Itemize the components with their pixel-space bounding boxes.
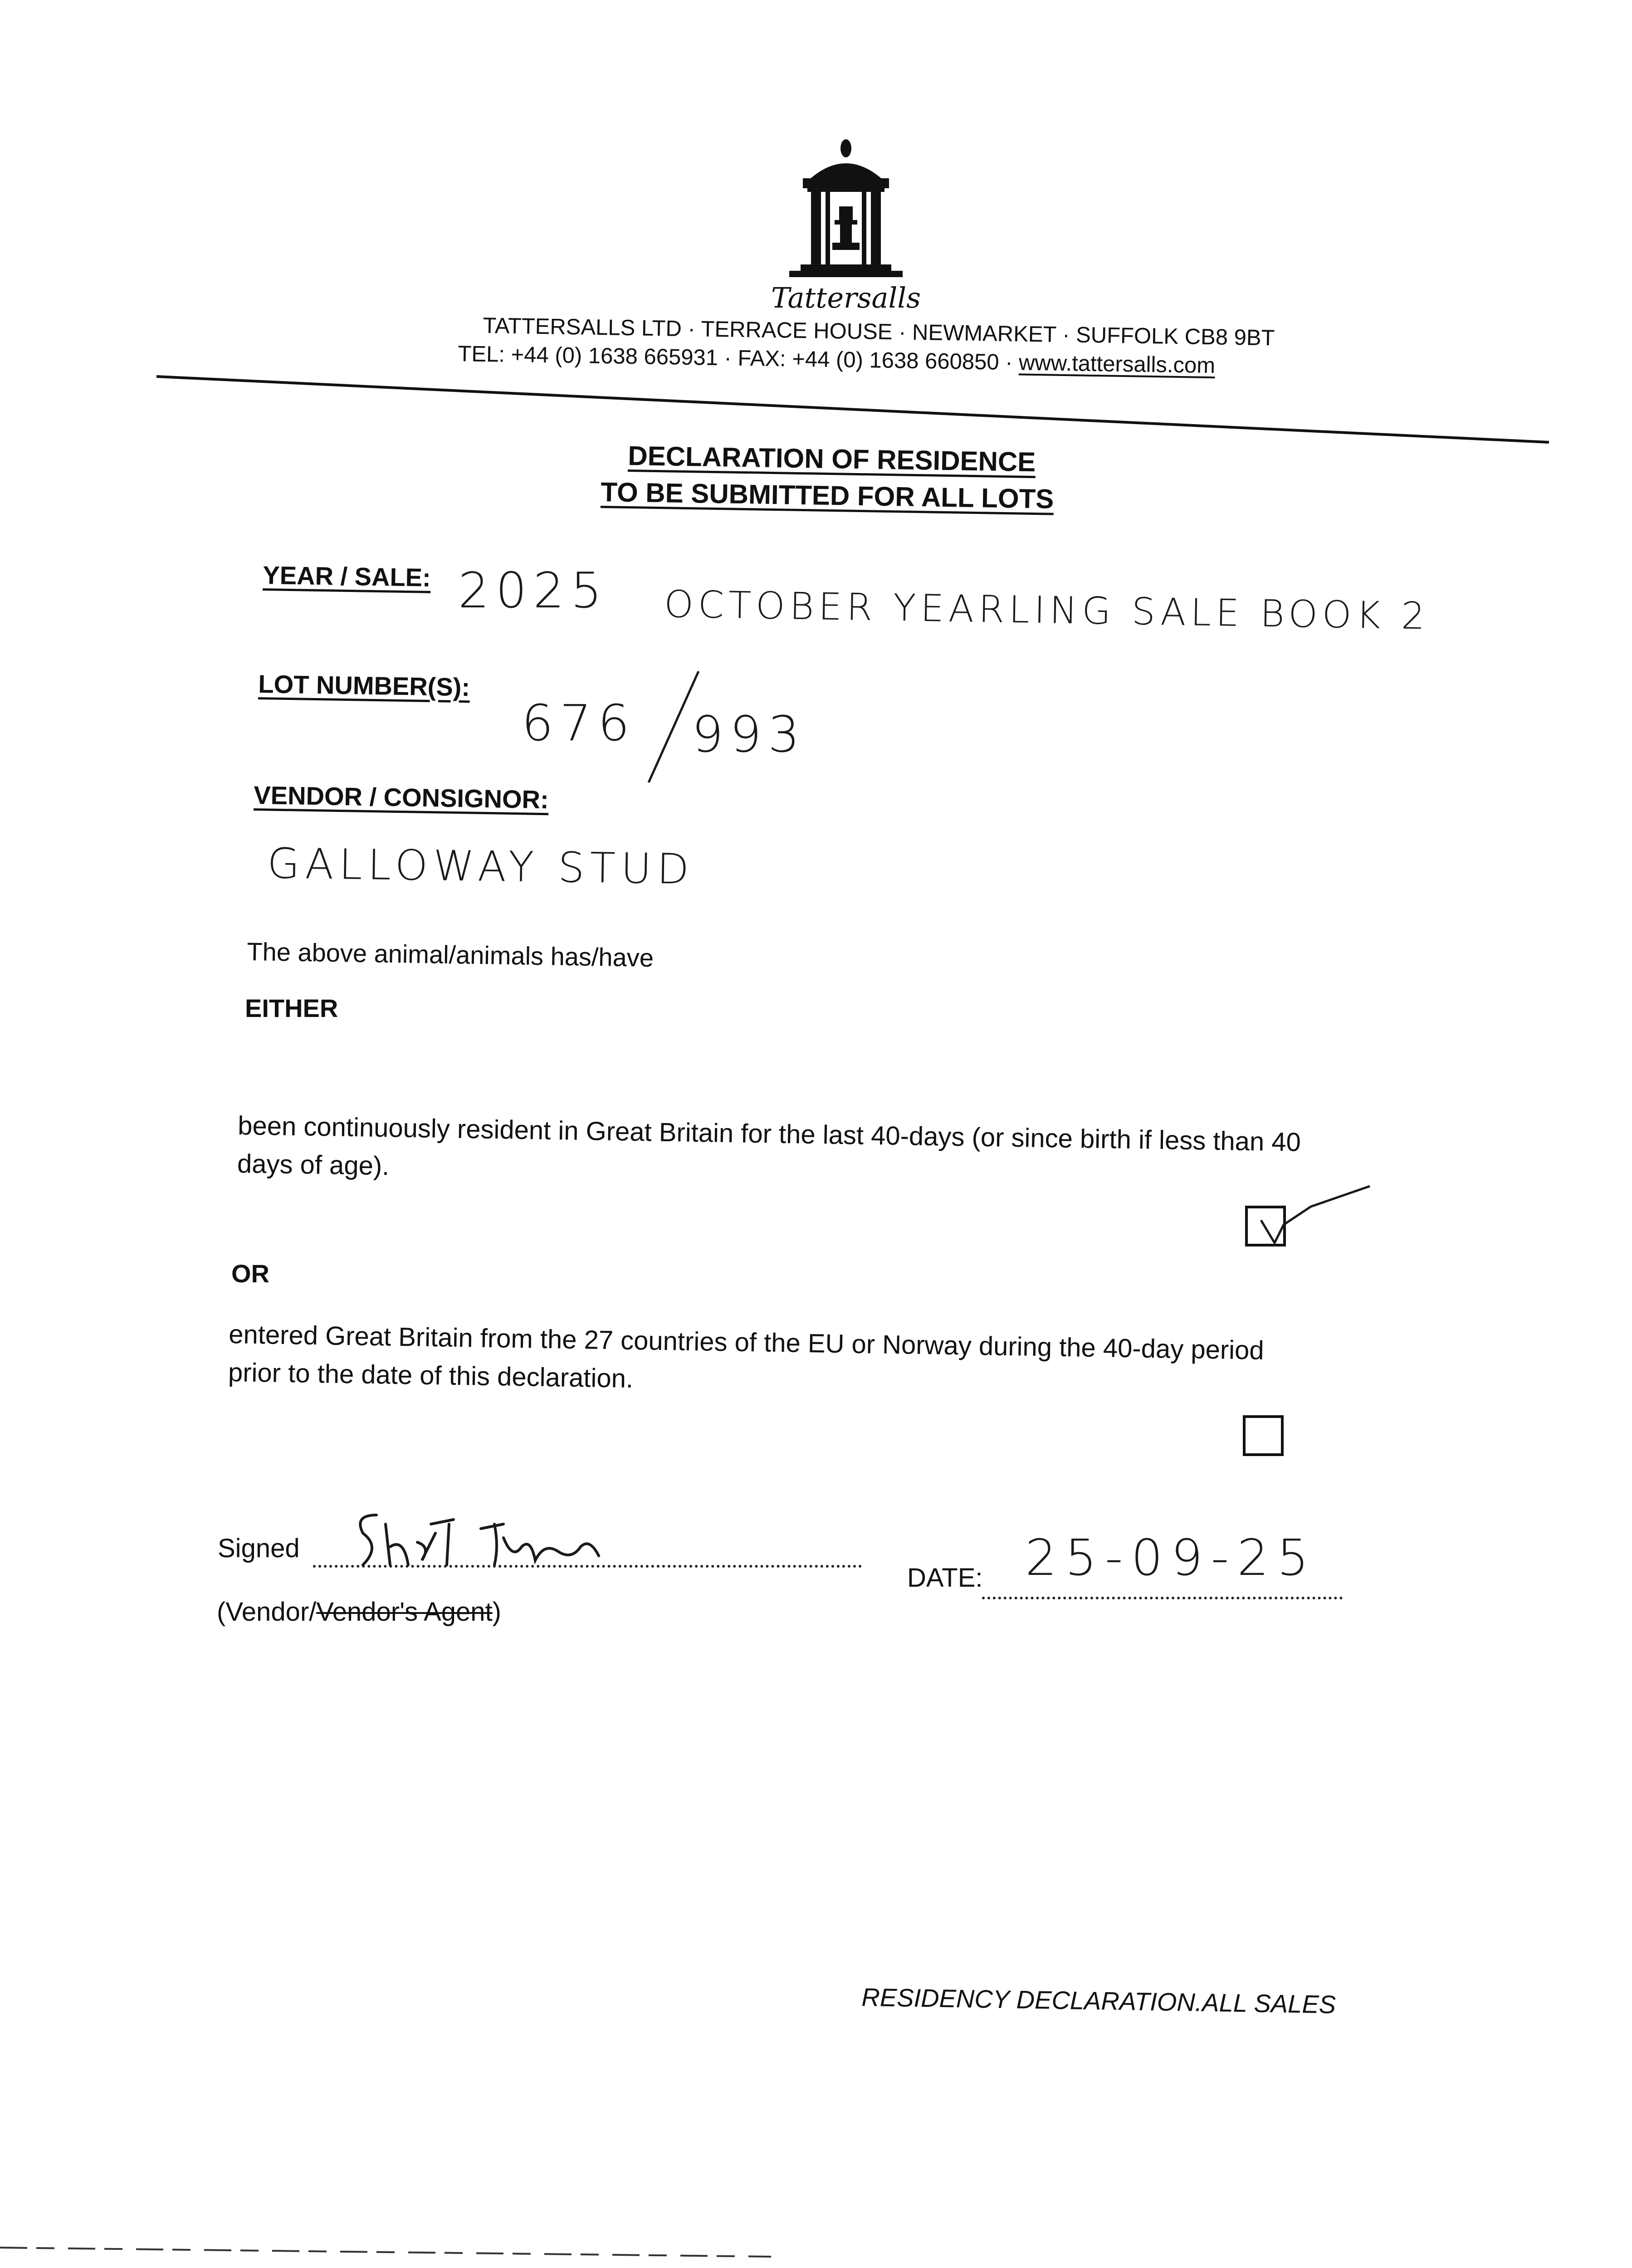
vendor-value: GALLOWAY STUD — [267, 839, 695, 894]
option1-line1: been continuously resident in Great Britain for the last 40-days (or since birth if less than 40 — [237, 1110, 1301, 1157]
signed-label: Signed — [218, 1534, 300, 1563]
website-link[interactable]: www.tattersalls.com — [1018, 350, 1216, 378]
role-prefix: (Vendor/ — [217, 1597, 317, 1627]
year-sale-value: OCTOBER YEARLING SALE BOOK 2 — [664, 583, 1430, 638]
date-line[interactable] — [982, 1597, 1343, 1599]
contact-phone-fax: TEL: +44 (0) 1638 665931 · FAX: +44 (0) 1638 660850 · — [458, 341, 1019, 375]
option2-checkbox[interactable] — [1243, 1415, 1284, 1456]
lot-numbers-label: LOT NUMBER(S): — [258, 669, 470, 702]
signer-role — [217, 1597, 501, 1627]
either-label: EITHER — [245, 994, 338, 1022]
year-sale-year: 2025 — [458, 562, 608, 619]
option1-checkmark — [1243, 1175, 1379, 1256]
lot-number-1: 676 — [522, 694, 636, 752]
company-name: Tattersalls — [771, 281, 921, 314]
signature-image — [345, 1497, 617, 1579]
date-label: DATE: — [907, 1563, 983, 1593]
option1-text — [237, 1107, 1301, 1200]
option2-line1: entered Great Britain from the 27 countries of the EU or Norway during the 40-day period — [228, 1319, 1265, 1365]
form-title-line2: TO BE SUBMITTED FOR ALL LOTS — [600, 476, 1054, 514]
year-sale-label: YEAR / SALE: — [262, 560, 431, 592]
vendor-label: VENDOR / CONSIGNOR: — [253, 780, 549, 814]
company-address: TATTERSALLS LTD · TERRACE HOUSE · NEWMARKET · SUFFOLK CB8 9BT — [483, 313, 1275, 351]
option2-line2: prior to the date of this declaration. — [228, 1357, 634, 1394]
or-label: OR — [231, 1259, 269, 1288]
form-footer-name: RESIDENCY DECLARATION.ALL SALES — [861, 1983, 1336, 2019]
lot-number-2: 993 — [692, 705, 806, 763]
option2-text — [228, 1315, 1264, 1408]
role-struck: Vendor's Agent — [316, 1597, 493, 1627]
statement-intro: The above animal/animals has/have — [246, 937, 654, 973]
scan-edge-line — [0, 2223, 1632, 2268]
role-suffix: ) — [492, 1597, 501, 1627]
form-title-line1: DECLARATION OF RESIDENCE — [627, 440, 1036, 478]
header-rule — [0, 0, 1632, 454]
date-value: 25-09-25 — [1025, 1529, 1317, 1587]
option1-line2: days of age). — [237, 1149, 390, 1181]
